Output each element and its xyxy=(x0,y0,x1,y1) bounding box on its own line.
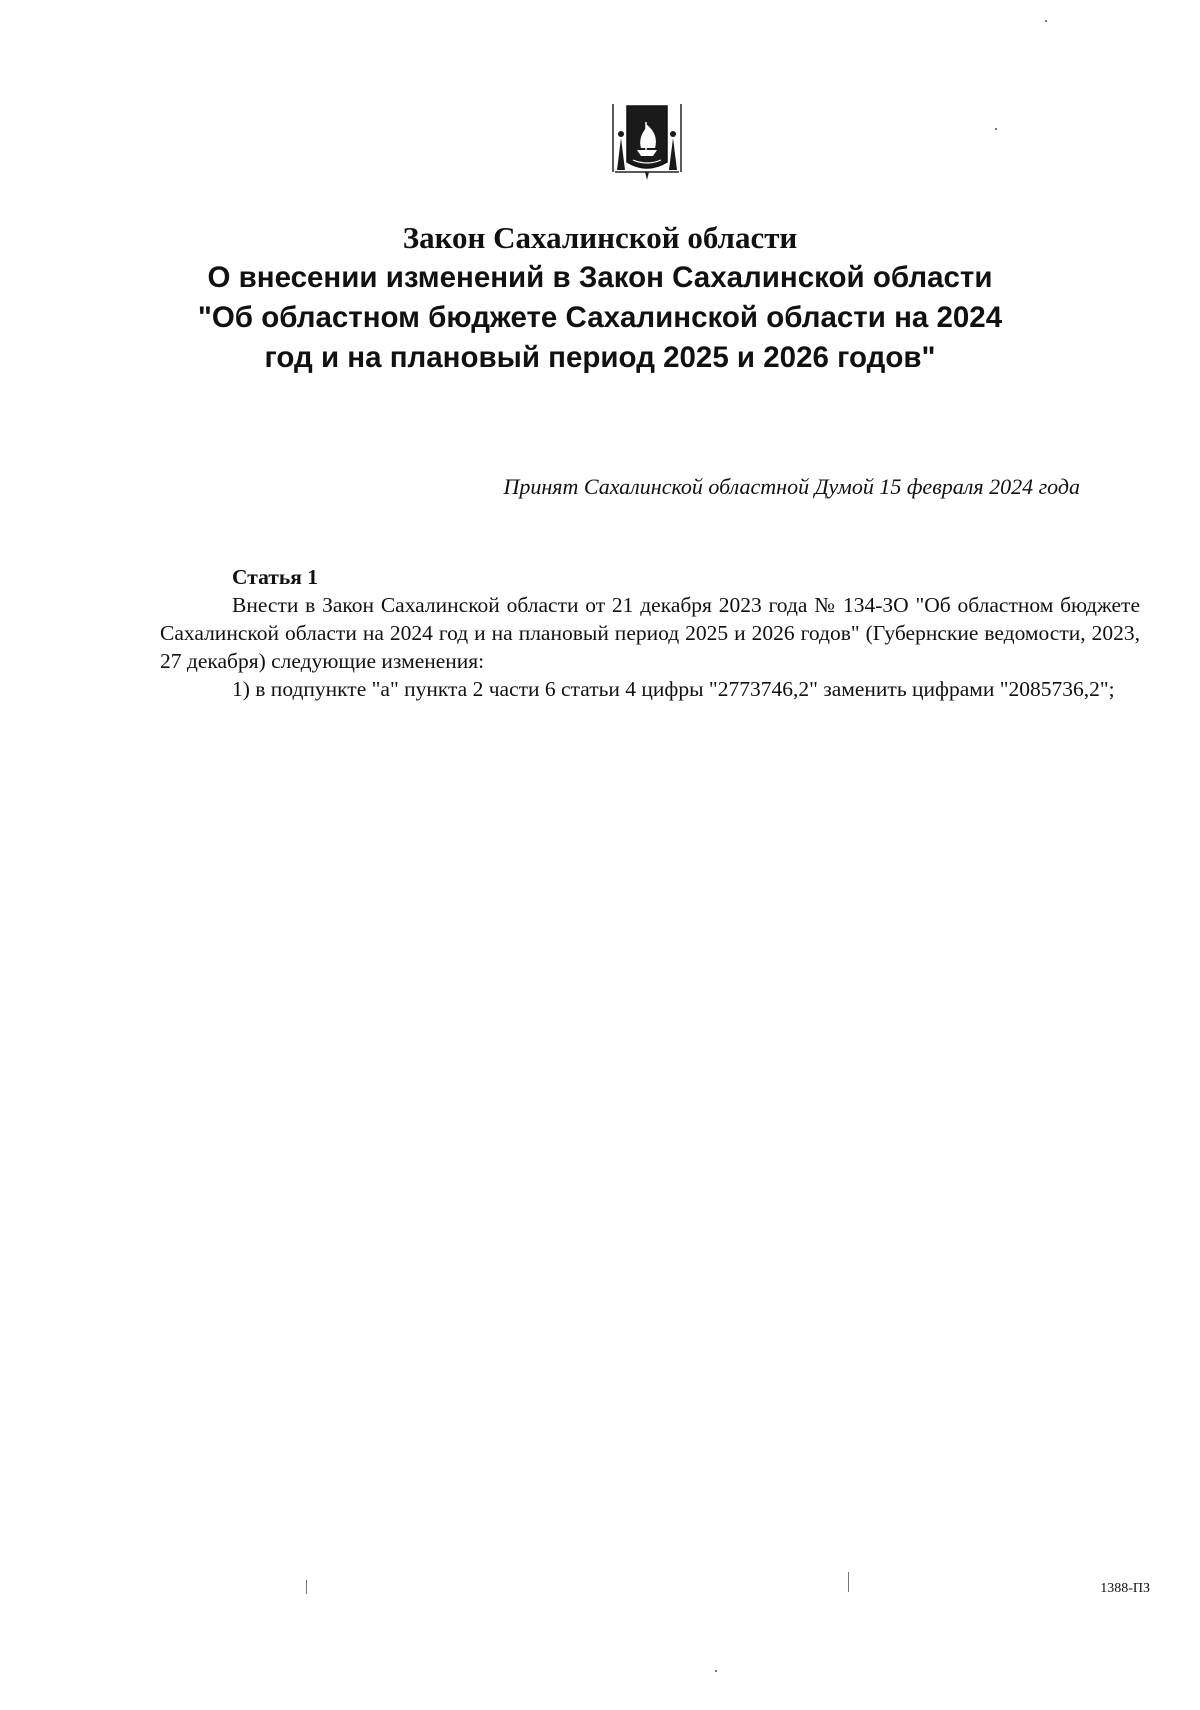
footer-registration-code: 1388-ПЗ xyxy=(1100,1581,1150,1596)
paragraph: 1) в подпункте "а" пункта 2 части 6 статьи 4 цифры "2773746,2" заменить цифрами "2085736,2"; xyxy=(232,677,1115,701)
title-block xyxy=(160,218,1040,378)
document-type: Закон Сахалинской области xyxy=(402,220,798,255)
sakhalin-coat-of-arms-icon xyxy=(605,100,689,192)
scan-speck xyxy=(1045,20,1047,22)
document-body xyxy=(160,563,1140,703)
scan-speck xyxy=(715,1670,717,1672)
scan-speck xyxy=(848,1572,849,1592)
scan-speck xyxy=(995,128,997,130)
paragraph: Внести в Закон Сахалинской области от 21 декабря 2023 года № 134-ЗО "Об областном бюджете Сахалинской области на 2024 год и на плановый период 2025 и 2026 годов" (Губернские ведомости, 2023, 27 декабря) следующие изменения: xyxy=(160,593,1140,673)
article-heading: Статья 1 xyxy=(232,565,318,589)
document-title: О внесении изменений в Закон Сахалинской области "Об областном бюджете Сахалинской области на 2024 год и на плановый период 2025 и 2026 годов" xyxy=(197,261,1003,374)
adoption-line: Принят Сахалинской областной Думой 15 февраля 2024 года xyxy=(503,474,1080,499)
scan-speck xyxy=(306,1580,307,1594)
